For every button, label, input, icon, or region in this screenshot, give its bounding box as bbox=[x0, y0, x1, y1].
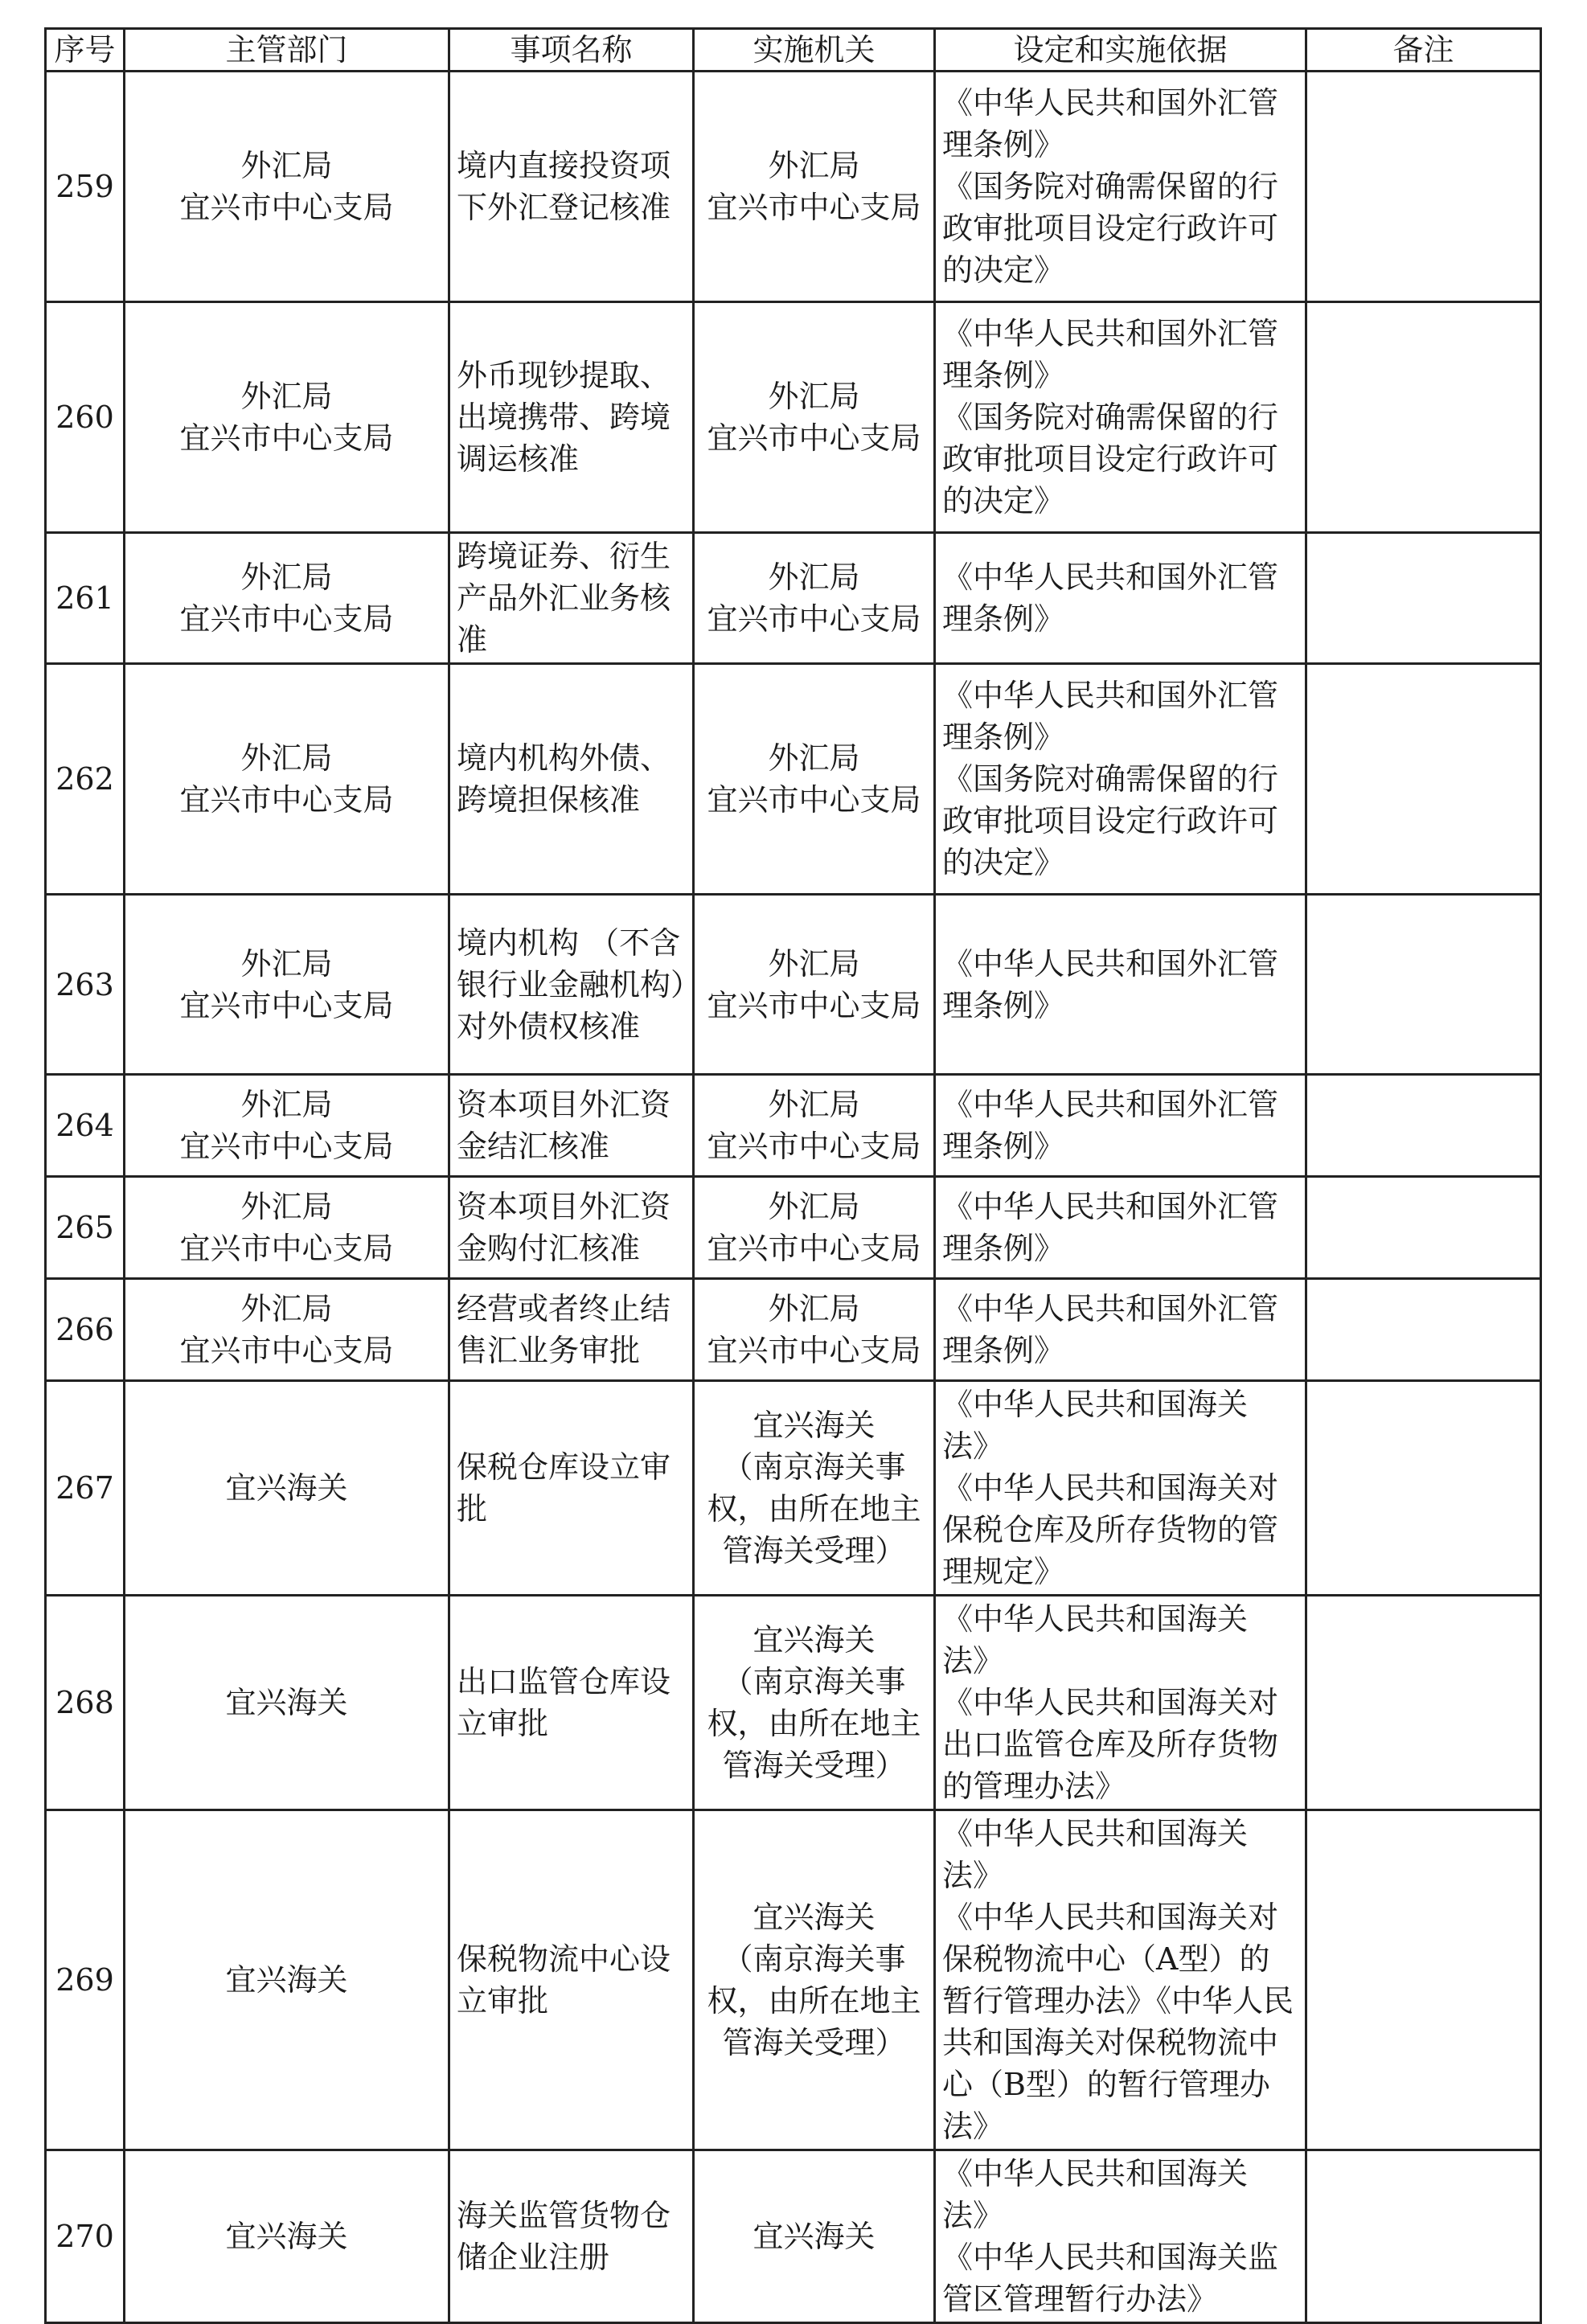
cell-serial-number: 264 bbox=[46, 1075, 125, 1177]
cell-implementing-agency: 外汇局 宜兴市中心支局 bbox=[694, 1177, 935, 1279]
table-row bbox=[46, 1810, 1541, 2150]
cell-legal-basis: 《中华人民共和国外汇管理条例》 《国务院对确需保留的行政审批项目设定行政许可的决定》 bbox=[935, 302, 1306, 533]
cell-serial-number: 262 bbox=[46, 664, 125, 895]
cell-remark bbox=[1306, 1810, 1541, 2150]
header-implementing-agency: 实施机关 bbox=[694, 29, 935, 72]
cell-legal-basis: 《中华人民共和国海关法》 《中华人民共和国海关对出口监管仓库及所存货物的管理办法》 bbox=[935, 1596, 1306, 1810]
cell-item-name: 经营或者终止结售汇业务审批 bbox=[449, 1279, 694, 1381]
cell-serial-number: 268 bbox=[46, 1596, 125, 1810]
cell-implementing-agency: 外汇局 宜兴市中心支局 bbox=[694, 302, 935, 533]
cell-legal-basis: 《中华人民共和国外汇管理条例》 bbox=[935, 1075, 1306, 1177]
cell-implementing-agency: 外汇局 宜兴市中心支局 bbox=[694, 1279, 935, 1381]
cell-remark bbox=[1306, 1279, 1541, 1381]
cell-remark bbox=[1306, 72, 1541, 302]
table-row bbox=[46, 1596, 1541, 1810]
cell-legal-basis: 《中华人民共和国外汇管理条例》 bbox=[935, 533, 1306, 664]
header-department: 主管部门 bbox=[125, 29, 449, 72]
cell-implementing-agency: 宜兴海关 （南京海关事权，由所在地主管海关受理） bbox=[694, 1381, 935, 1596]
table-row bbox=[46, 1177, 1541, 1279]
cell-department: 外汇局 宜兴市中心支局 bbox=[125, 1075, 449, 1177]
table-row bbox=[46, 664, 1541, 895]
cell-department: 外汇局 宜兴市中心支局 bbox=[125, 533, 449, 664]
cell-legal-basis: 《中华人民共和国海关法》 《中华人民共和国海关监管区管理暂行办法》 bbox=[935, 2150, 1306, 2323]
table-row bbox=[46, 895, 1541, 1075]
cell-legal-basis: 《中华人民共和国外汇管理条例》 《国务院对确需保留的行政审批项目设定行政许可的决定》 bbox=[935, 72, 1306, 302]
cell-remark bbox=[1306, 664, 1541, 895]
cell-legal-basis: 《中华人民共和国外汇管理条例》 bbox=[935, 1279, 1306, 1381]
table-row bbox=[46, 1075, 1541, 1177]
cell-item-name: 保税物流中心设立审批 bbox=[449, 1810, 694, 2150]
cell-item-name: 资本项目外汇资金购付汇核准 bbox=[449, 1177, 694, 1279]
cell-department: 外汇局 宜兴市中心支局 bbox=[125, 1177, 449, 1279]
cell-remark bbox=[1306, 1075, 1541, 1177]
cell-remark bbox=[1306, 1381, 1541, 1596]
cell-item-name: 出口监管仓库设立审批 bbox=[449, 1596, 694, 1810]
table-row bbox=[46, 1279, 1541, 1381]
cell-item-name: 跨境证券、衍生产品外汇业务核准 bbox=[449, 533, 694, 664]
cell-department: 宜兴海关 bbox=[125, 1810, 449, 2150]
cell-item-name: 保税仓库设立审批 bbox=[449, 1381, 694, 1596]
table-header-row bbox=[46, 29, 1541, 72]
table-row bbox=[46, 533, 1541, 664]
cell-serial-number: 261 bbox=[46, 533, 125, 664]
cell-item-name: 境内机构 （不含银行业金融机构）对外债权核准 bbox=[449, 895, 694, 1075]
cell-department: 外汇局 宜兴市中心支局 bbox=[125, 302, 449, 533]
cell-item-name: 资本项目外汇资金结汇核准 bbox=[449, 1075, 694, 1177]
cell-legal-basis: 《中华人民共和国外汇管理条例》 bbox=[935, 1177, 1306, 1279]
cell-remark bbox=[1306, 1596, 1541, 1810]
approval-items-table bbox=[44, 27, 1542, 2324]
cell-implementing-agency: 外汇局 宜兴市中心支局 bbox=[694, 664, 935, 895]
cell-item-name: 海关监管货物仓储企业注册 bbox=[449, 2150, 694, 2323]
cell-implementing-agency: 宜兴海关 （南京海关事权，由所在地主管海关受理） bbox=[694, 1810, 935, 2150]
cell-remark bbox=[1306, 533, 1541, 664]
cell-serial-number: 263 bbox=[46, 895, 125, 1075]
cell-implementing-agency: 宜兴海关 bbox=[694, 2150, 935, 2323]
cell-item-name: 境内直接投资项下外汇登记核准 bbox=[449, 72, 694, 302]
cell-department: 宜兴海关 bbox=[125, 2150, 449, 2323]
cell-serial-number: 259 bbox=[46, 72, 125, 302]
cell-serial-number: 260 bbox=[46, 302, 125, 533]
header-item-name: 事项名称 bbox=[449, 29, 694, 72]
cell-remark bbox=[1306, 2150, 1541, 2323]
cell-item-name: 境内机构外债、跨境担保核准 bbox=[449, 664, 694, 895]
header-legal-basis: 设定和实施依据 bbox=[935, 29, 1306, 72]
header-remark: 备注 bbox=[1306, 29, 1541, 72]
cell-department: 外汇局 宜兴市中心支局 bbox=[125, 895, 449, 1075]
table-row bbox=[46, 1381, 1541, 1596]
cell-implementing-agency: 宜兴海关 （南京海关事权，由所在地主管海关受理） bbox=[694, 1596, 935, 1810]
cell-legal-basis: 《中华人民共和国外汇管理条例》 《国务院对确需保留的行政审批项目设定行政许可的决定》 bbox=[935, 664, 1306, 895]
table-row bbox=[46, 72, 1541, 302]
cell-remark bbox=[1306, 895, 1541, 1075]
cell-item-name: 外币现钞提取、出境携带、跨境调运核准 bbox=[449, 302, 694, 533]
cell-department: 宜兴海关 bbox=[125, 1596, 449, 1810]
table-row bbox=[46, 2150, 1541, 2323]
cell-legal-basis: 《中华人民共和国外汇管理条例》 bbox=[935, 895, 1306, 1075]
cell-legal-basis: 《中华人民共和国海关法》 《中华人民共和国海关对保税仓库及所存货物的管理规定》 bbox=[935, 1381, 1306, 1596]
cell-department: 外汇局 宜兴市中心支局 bbox=[125, 72, 449, 302]
cell-implementing-agency: 外汇局 宜兴市中心支局 bbox=[694, 1075, 935, 1177]
cell-serial-number: 269 bbox=[46, 1810, 125, 2150]
cell-remark bbox=[1306, 302, 1541, 533]
cell-implementing-agency: 外汇局 宜兴市中心支局 bbox=[694, 533, 935, 664]
cell-remark bbox=[1306, 1177, 1541, 1279]
cell-serial-number: 270 bbox=[46, 2150, 125, 2323]
cell-implementing-agency: 外汇局 宜兴市中心支局 bbox=[694, 72, 935, 302]
header-serial-number: 序号 bbox=[46, 29, 125, 72]
cell-serial-number: 267 bbox=[46, 1381, 125, 1596]
table-row bbox=[46, 302, 1541, 533]
cell-serial-number: 266 bbox=[46, 1279, 125, 1381]
table-body bbox=[46, 72, 1541, 2323]
cell-implementing-agency: 外汇局 宜兴市中心支局 bbox=[694, 895, 935, 1075]
cell-serial-number: 265 bbox=[46, 1177, 125, 1279]
cell-department: 外汇局 宜兴市中心支局 bbox=[125, 664, 449, 895]
cell-department: 外汇局 宜兴市中心支局 bbox=[125, 1279, 449, 1381]
cell-legal-basis: 《中华人民共和国海关法》 《中华人民共和国海关对保税物流中心（A型）的暂行管理办法》《中华人民共和国海关对保税物流中心（B型）的暂行管理办法》 bbox=[935, 1810, 1306, 2150]
cell-department: 宜兴海关 bbox=[125, 1381, 449, 1596]
